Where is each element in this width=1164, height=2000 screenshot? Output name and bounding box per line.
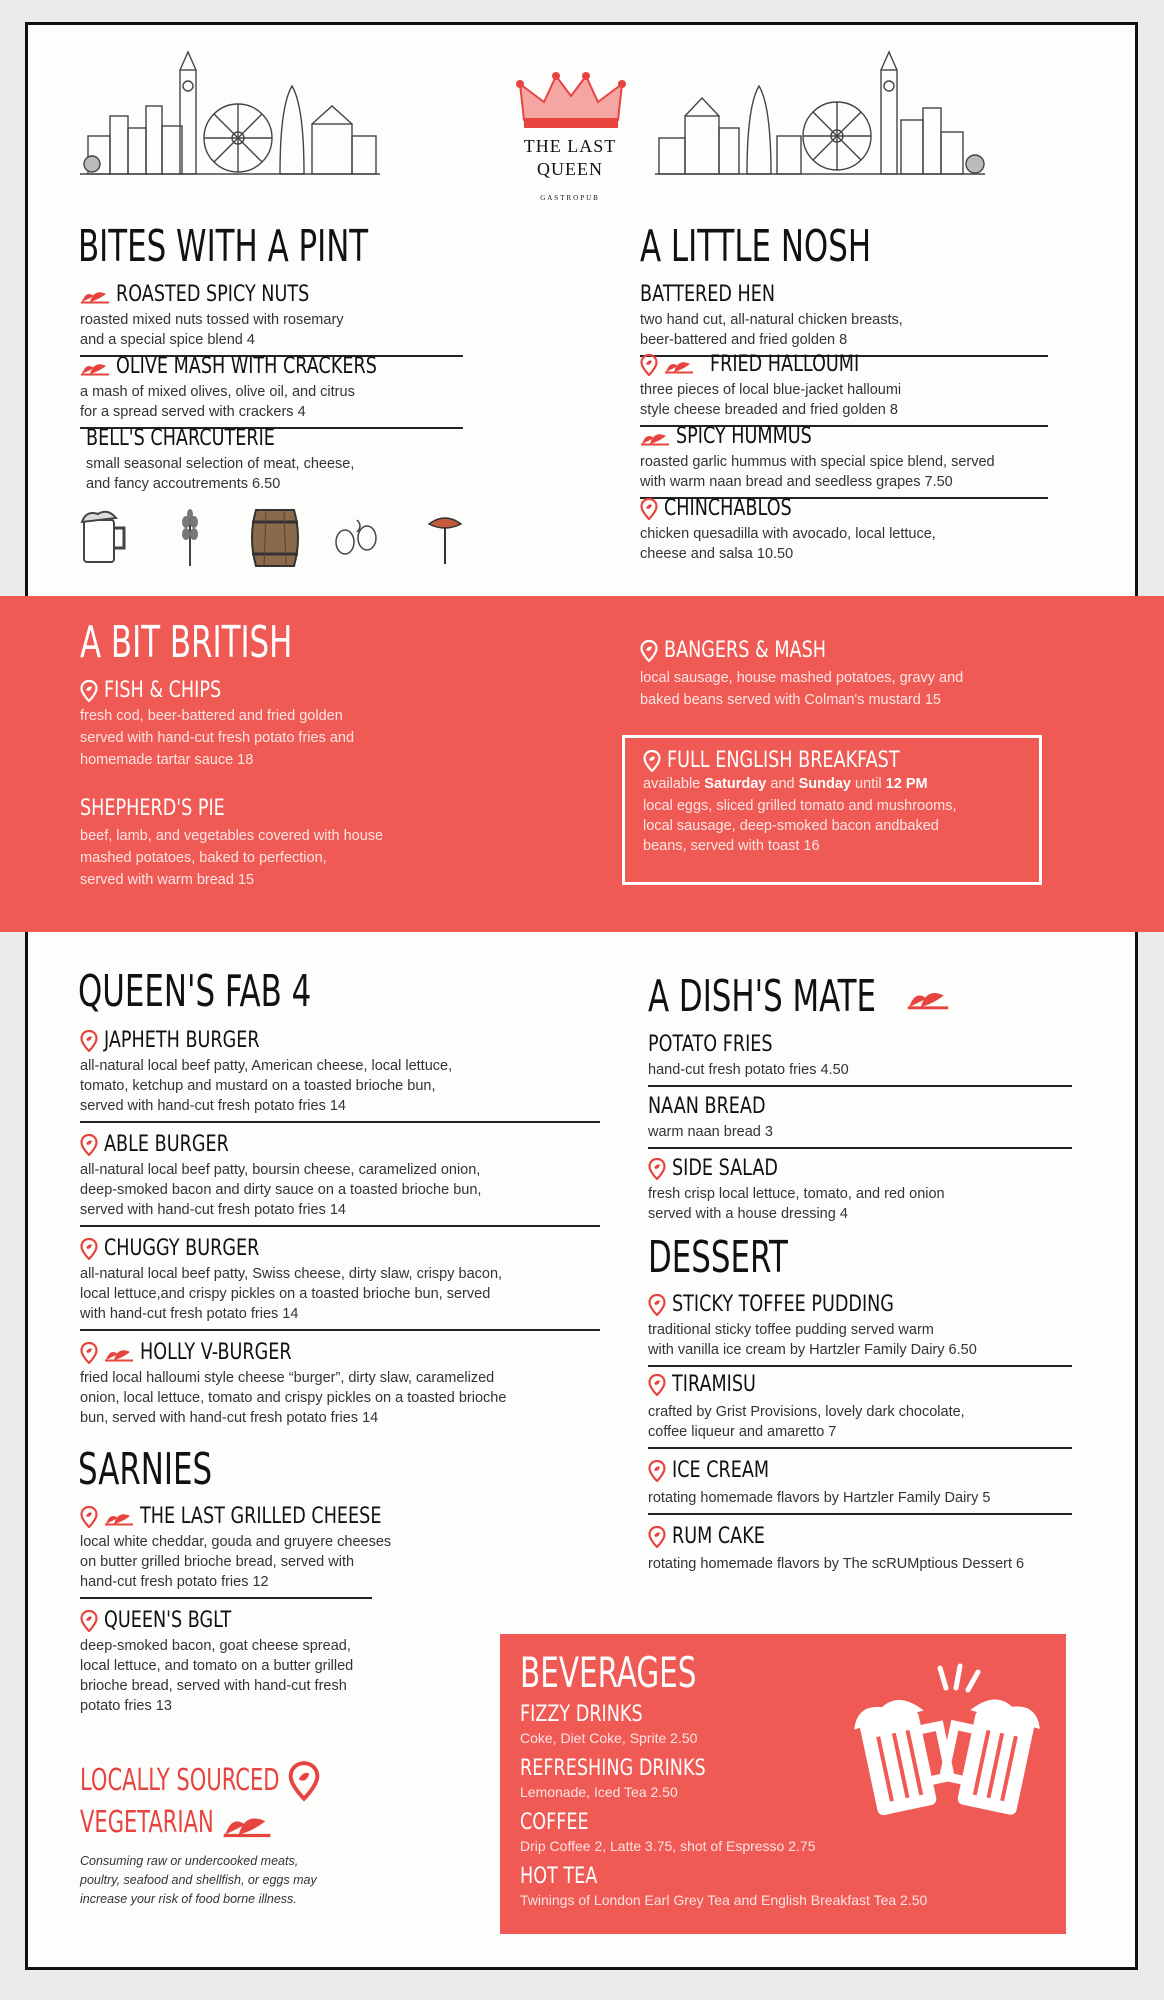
item-desc: traditional sticky toffee pudding served warm — [648, 1322, 934, 1338]
item-desc: onion, local lettuce, tomato and crispy pickles on a toasted brioche — [80, 1390, 507, 1406]
list-item — [80, 798, 480, 890]
list-item — [640, 354, 1048, 427]
item-desc: and a special spice blend 4 — [80, 332, 255, 348]
locally-sourced-icon — [648, 1294, 666, 1316]
list-item — [80, 1134, 600, 1227]
locally-sourced-icon — [80, 680, 98, 702]
locally-sourced-icon — [643, 750, 661, 772]
brand-name — [500, 136, 640, 202]
brand-name-line1: THE LAST — [523, 136, 617, 156]
item-name: COFFEE — [520, 1810, 589, 1835]
availability-text: until — [855, 776, 882, 792]
item-desc: with hand-cut fresh potato fries 14 — [80, 1306, 299, 1322]
mate-header — [648, 971, 950, 1022]
vegetarian-icon — [80, 286, 110, 304]
crown-logo-icon — [516, 72, 626, 132]
item-desc: Drip Coffee 2, Latte 3.75, shot of Espresso 2.75 — [520, 1838, 816, 1854]
item-desc: with vanilla ice cream by Hartzler Family Dairy 6.50 — [648, 1342, 977, 1358]
sausage-icon — [425, 510, 465, 566]
vegetarian-icon — [221, 1808, 273, 1838]
item-name: HOLLY V-BURGER — [140, 1340, 292, 1365]
locally-sourced-icon — [80, 1030, 98, 1052]
wheat-icon — [175, 508, 205, 568]
locally-sourced-icon — [640, 354, 658, 376]
list-item — [80, 1030, 600, 1123]
breakfast-availability — [643, 774, 1039, 794]
item-desc: for a spread served with crackers 4 — [80, 404, 306, 420]
item-name: FULL ENGLISH BREAKFAST — [667, 748, 900, 773]
item-desc: beans, served with toast 16 — [643, 838, 820, 854]
item-desc: deep-smoked bacon and dirty sauce on a toasted brioche bun, — [80, 1182, 482, 1198]
vegetarian-icon — [906, 984, 950, 1010]
item-desc: all-natural local beef patty, Swiss cheese, dirty slaw, crispy bacon, — [80, 1266, 503, 1282]
item-desc: a mash of mixed olives, olive oil, and citrus — [80, 384, 355, 400]
bites-title: BITES WITH A PINT — [78, 221, 369, 272]
locally-sourced-icon — [648, 1374, 666, 1396]
item-desc: served with hand-cut fresh potato fries and — [80, 730, 355, 746]
item-desc: style cheese breaded and fried golden 8 — [640, 402, 898, 418]
warning-line: poultry, seafood and shellfish, or eggs may — [80, 1873, 317, 1887]
item-desc: fresh cod, beer-battered and fried golden — [80, 708, 343, 724]
beer-mug-icon — [80, 508, 130, 566]
locally-sourced-icon — [648, 1460, 666, 1482]
british-title: A BIT BRITISH — [80, 617, 293, 668]
item-desc: coffee liqueur and amaretto 7 — [648, 1424, 837, 1440]
brand-name-line2: QUEEN — [537, 159, 603, 179]
vegetarian-icon — [104, 1508, 134, 1526]
item-desc: Twinings of London Earl Grey Tea and English Breakfast Tea 2.50 — [520, 1892, 928, 1908]
nosh-title: A LITTLE NOSH — [640, 221, 872, 272]
availability-time: 12 PM — [885, 776, 928, 792]
item-desc: mashed potatoes, baked to perfection, — [80, 850, 327, 866]
list-item — [648, 1374, 1072, 1449]
item-desc: local sausage, house mashed potatoes, gravy and — [640, 670, 964, 686]
item-desc: Coke, Diet Coke, Sprite 2.50 — [520, 1730, 698, 1746]
item-desc: fresh crisp local lettuce, tomato, and red onion — [648, 1186, 945, 1202]
locally-sourced-icon — [80, 1342, 98, 1364]
beer-cheers-icon — [848, 1662, 1048, 1832]
locally-sourced-icon — [80, 1134, 98, 1156]
item-name: BATTERED HEN — [640, 282, 776, 307]
item-desc: served with hand-cut fresh potato fries 14 — [80, 1098, 346, 1114]
fab4-title: QUEEN'S FAB 4 — [78, 966, 312, 1017]
item-desc: chicken quesadilla with avocado, local lettuce, — [640, 526, 936, 542]
availability-text: available — [643, 776, 701, 792]
item-desc: homemade tartar sauce 18 — [80, 752, 254, 768]
warning-line: increase your risk of food borne illness. — [80, 1892, 297, 1906]
item-desc: served with hand-cut fresh potato fries 14 — [80, 1202, 346, 1218]
item-name: STICKY TOFFEE PUDDING — [672, 1292, 894, 1317]
warning-line: Consuming raw or undercooked meats, — [80, 1854, 299, 1868]
item-desc: fried local halloumi style cheese “burger”, dirty slaw, caramelized — [80, 1370, 495, 1386]
item-desc: small seasonal selection of meat, cheese, — [86, 456, 355, 472]
locally-sourced-icon — [640, 498, 658, 520]
list-item — [80, 284, 463, 357]
list-item — [640, 426, 1048, 499]
item-desc: rotating homemade flavors by Hartzler Family Dairy 5 — [648, 1490, 991, 1506]
legend-local-label: LOCALLY SOURCED — [80, 1763, 280, 1798]
item-desc: potato fries 13 — [80, 1698, 172, 1714]
item-desc: roasted garlic hummus with special spice blend, served — [640, 454, 995, 470]
item-name: SHEPHERD'S PIE — [80, 796, 225, 821]
item-desc: baked beans served with Colman's mustard 15 — [640, 692, 941, 708]
item-name: CHUGGY BURGER — [104, 1236, 260, 1261]
legend — [80, 1760, 380, 1909]
item-desc: two hand cut, all-natural chicken breasts, — [640, 312, 903, 328]
locally-sourced-icon — [80, 1506, 98, 1528]
vegetarian-icon — [80, 358, 110, 376]
hops-icon — [333, 516, 381, 560]
item-name: TIRAMISU — [672, 1372, 756, 1397]
item-desc: on butter grilled brioche bread, served with — [80, 1554, 355, 1570]
locally-sourced-icon — [648, 1158, 666, 1180]
item-desc: roasted mixed nuts tossed with rosemary — [80, 312, 344, 328]
mate-title: A DISH'S MATE — [648, 971, 876, 1022]
item-name: FRIED HALLOUMI — [710, 352, 860, 377]
list-item — [80, 356, 463, 429]
item-name: CHINCHABLOS — [664, 496, 792, 521]
legend-veg-label: VEGETARIAN — [80, 1805, 214, 1840]
item-desc: all-natural local beef patty, American cheese, local lettuce, — [80, 1058, 453, 1074]
london-skyline-left-icon — [80, 46, 380, 181]
item-desc: hand-cut fresh potato fries 4.50 — [648, 1062, 849, 1078]
list-item — [86, 428, 463, 494]
list-item — [648, 1526, 1088, 1574]
item-desc: bun, served with hand-cut fresh potato fries 14 — [80, 1410, 379, 1426]
item-desc: deep-smoked bacon, goat cheese spread, — [80, 1638, 351, 1654]
barrel-icon — [248, 506, 302, 570]
vegetarian-icon — [664, 356, 694, 374]
item-desc: local sausage, deep-smoked bacon andbaked — [643, 818, 939, 834]
list-item — [648, 1034, 1072, 1087]
item-desc: served with warm bread 15 — [80, 872, 255, 888]
item-desc: brioche bread, served with hand-cut fresh — [80, 1678, 347, 1694]
item-desc: beef, lamb, and vegetables covered with house — [80, 828, 384, 844]
item-name: FISH & CHIPS — [104, 678, 222, 703]
item-desc: local white cheddar, gouda and gruyere cheeses — [80, 1534, 392, 1550]
item-name: THE LAST GRILLED CHEESE — [140, 1504, 382, 1529]
london-skyline-right-icon — [655, 50, 1045, 182]
item-name: ABLE BURGER — [104, 1132, 229, 1157]
dessert-title: DESSERT — [648, 1232, 788, 1283]
item-desc: rotating homemade flavors by The scRUMptious Dessert 6 — [648, 1556, 1025, 1572]
list-item — [520, 1866, 1066, 1910]
vegetarian-icon — [104, 1344, 134, 1362]
list-item — [80, 1238, 600, 1331]
item-desc: local lettuce,and crispy pickles on a toasted brioche bun, served — [80, 1286, 491, 1302]
list-item — [640, 498, 1048, 564]
item-desc: local eggs, sliced grilled tomato and mushrooms, — [643, 798, 957, 814]
item-desc: served with a house dressing 4 — [648, 1206, 848, 1222]
item-name: ICE CREAM — [672, 1458, 770, 1483]
list-item — [80, 1610, 400, 1716]
item-desc: crafted by Grist Provisions, lovely dark chocolate, — [648, 1404, 965, 1420]
availability-day: Sunday — [798, 776, 851, 792]
item-name: RUM CAKE — [672, 1524, 765, 1549]
item-desc: local lettuce, and tomato on a butter grilled — [80, 1658, 354, 1674]
food-warning — [80, 1852, 380, 1909]
item-desc: beer-battered and fried golden 8 — [640, 332, 848, 348]
locally-sourced-icon — [80, 1238, 98, 1260]
locally-sourced-icon — [648, 1526, 666, 1548]
sarnies-title: SARNIES — [78, 1444, 213, 1495]
list-item — [648, 1096, 1072, 1149]
list-item — [648, 1158, 1072, 1224]
list-item — [80, 1342, 600, 1428]
item-name: SIDE SALAD — [672, 1156, 778, 1181]
availability-text: and — [770, 776, 795, 792]
list-item — [80, 680, 480, 770]
item-desc: Lemonade, Iced Tea 2.50 — [520, 1784, 678, 1800]
item-name: REFRESHING DRINKS — [520, 1756, 706, 1781]
item-desc: three pieces of local blue-jacket halloumi — [640, 382, 902, 398]
item-desc: hand-cut fresh potato fries 12 — [80, 1574, 269, 1590]
item-desc: with warm naan bread and seedless grapes 7.50 — [640, 474, 953, 490]
featured-breakfast-box — [622, 735, 1042, 885]
locally-sourced-icon — [80, 1610, 98, 1632]
item-name: QUEEN'S BGLT — [104, 1608, 232, 1633]
list-item — [640, 284, 1048, 357]
item-name: BANGERS & MASH — [664, 638, 826, 663]
item-name: FIZZY DRINKS — [520, 1702, 643, 1727]
list-item — [648, 1294, 1072, 1367]
locally-sourced-icon — [288, 1760, 320, 1802]
item-name: OLIVE MASH WITH CRACKERS — [116, 354, 377, 379]
list-item — [648, 1460, 1072, 1515]
item-desc: warm naan bread 3 — [648, 1124, 773, 1140]
item-desc: cheese and salsa 10.50 — [640, 546, 794, 562]
item-name: NAAN BREAD — [648, 1094, 766, 1119]
item-name: JAPHETH BURGER — [104, 1028, 260, 1053]
locally-sourced-icon — [640, 640, 658, 662]
item-name: SPICY HUMMUS — [676, 424, 812, 449]
availability-day: Saturday — [704, 776, 767, 792]
list-item — [80, 1504, 392, 1599]
item-desc: all-natural local beef patty, boursin cheese, caramelized onion, — [80, 1162, 481, 1178]
brand-tagline: GASTROPUB — [540, 194, 600, 202]
item-name: BELL'S CHARCUTERIE — [86, 426, 275, 451]
item-desc: tomato, ketchup and mustard on a toasted brioche bun, — [80, 1078, 436, 1094]
item-name: HOT TEA — [520, 1864, 598, 1889]
beverages-panel — [500, 1634, 1066, 1934]
beverages-title: BEVERAGES — [520, 1648, 697, 1697]
item-desc: and fancy accoutrements 6.50 — [86, 476, 281, 492]
item-name: ROASTED SPICY NUTS — [116, 282, 310, 307]
item-name: POTATO FRIES — [648, 1032, 773, 1057]
list-item — [640, 640, 1040, 710]
vegetarian-icon — [640, 428, 670, 446]
